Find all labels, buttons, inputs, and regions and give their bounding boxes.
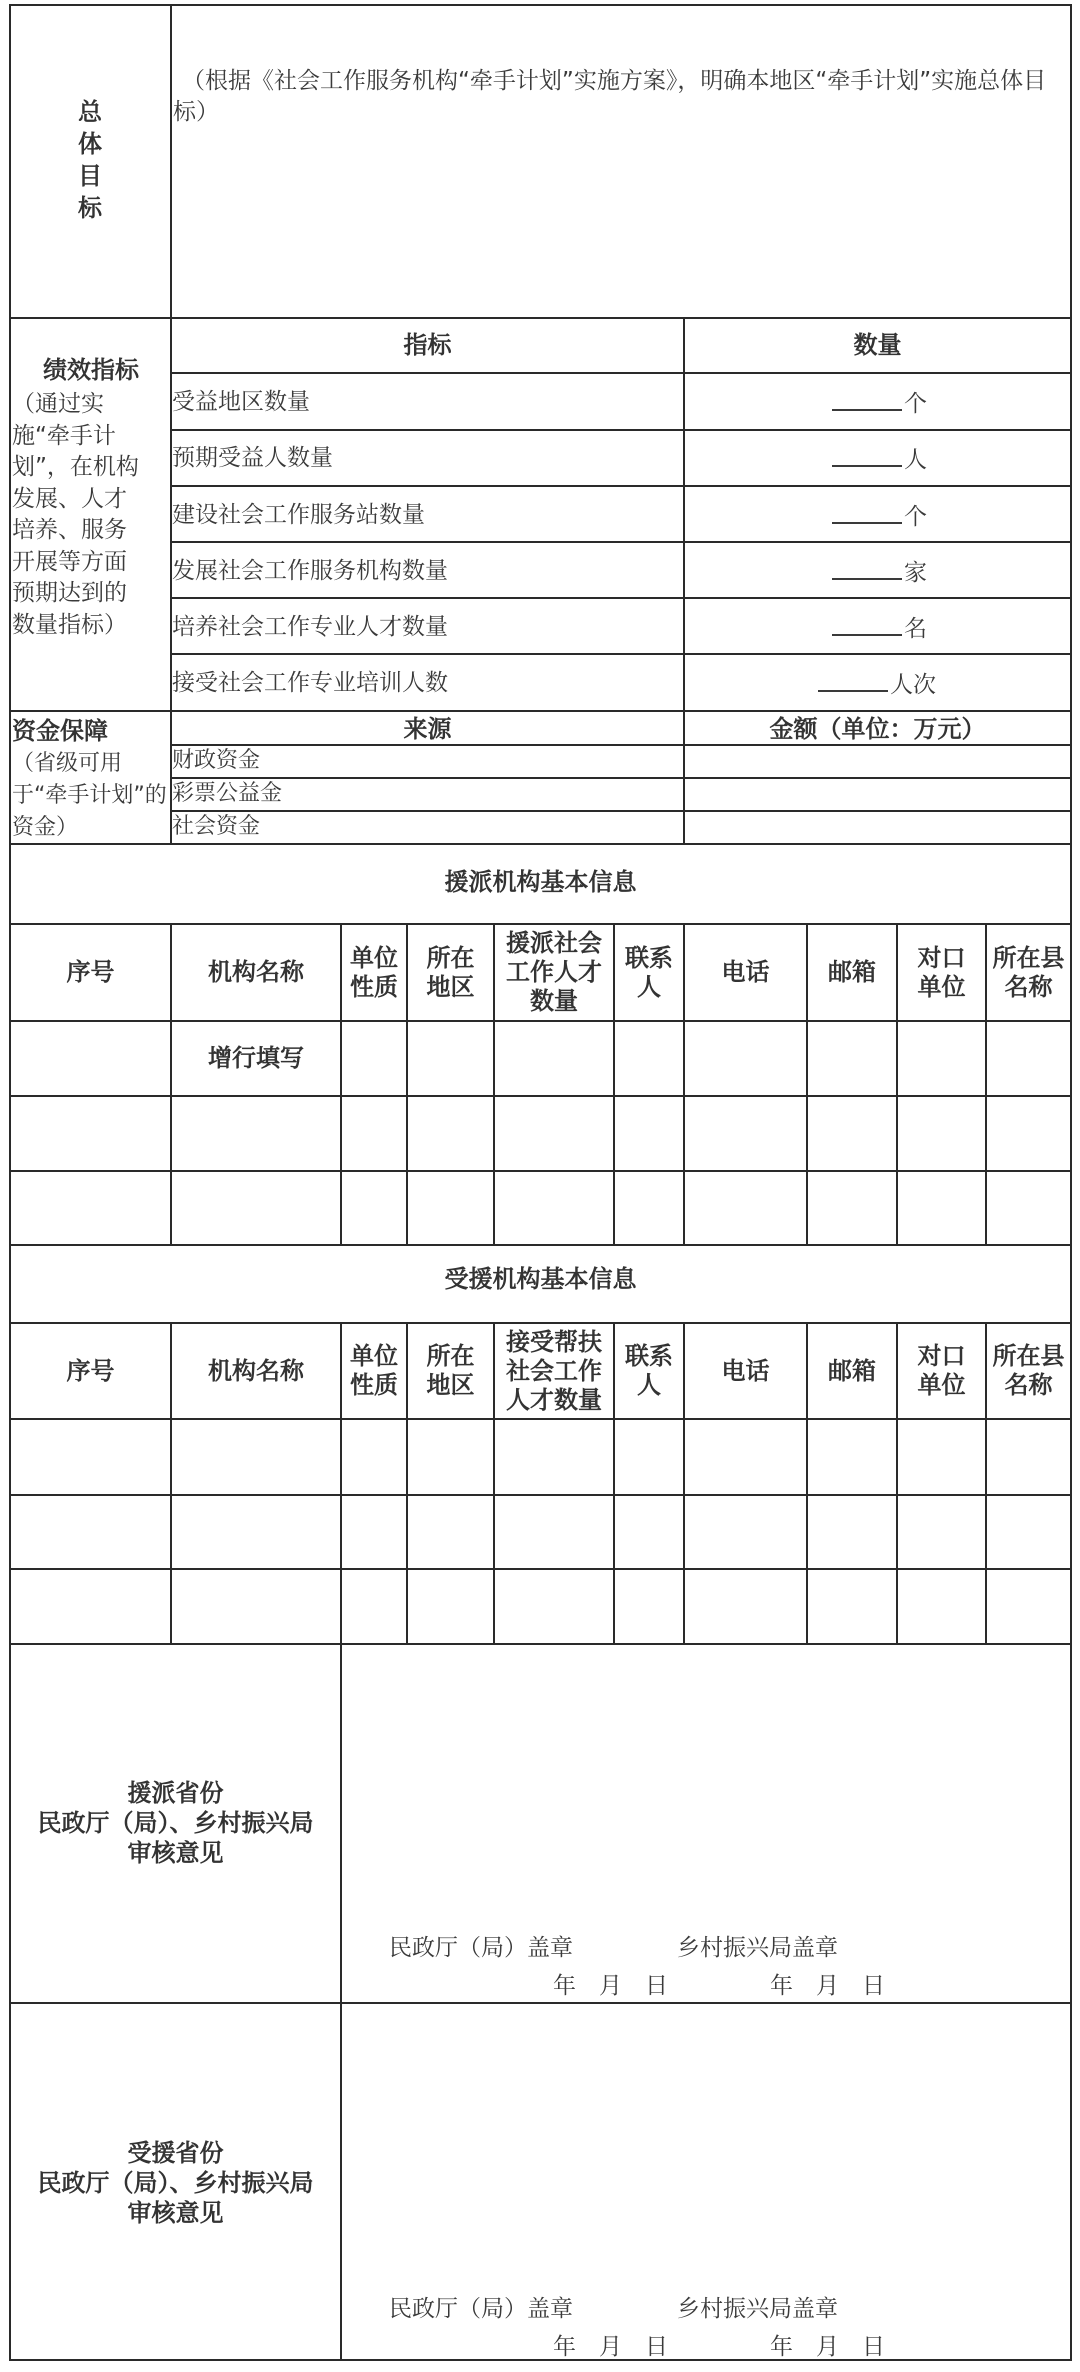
receiving-title: 受援机构基本信息 (444, 1265, 637, 1293)
col-header-org-name: 机构名称 (208, 958, 304, 986)
col-header-phone: 电话 (721, 1356, 770, 1385)
header-indicator: 指标 (403, 331, 452, 359)
indicator-row: 预期受益人数量 (172, 445, 333, 471)
header-source: 来源 (403, 715, 452, 743)
row-divider (9, 1095, 1072, 1097)
col-header-unit-type: 单位性质 (350, 943, 398, 1001)
row-divider (9, 843, 1072, 845)
row-divider (171, 597, 1072, 599)
funding-source: 财政资金 (172, 748, 261, 773)
quantity-field[interactable] (832, 443, 927, 475)
col-header-unit-type: 单位性质 (350, 1342, 398, 1399)
row-divider (171, 485, 1072, 487)
col-header-partner-unit: 对口单位 (917, 943, 966, 1001)
table-border (1070, 4, 1072, 2361)
col-header-county: 所在县名称 (992, 1342, 1065, 1399)
overall-goal-label: 总 体 目 标 (78, 98, 102, 222)
date-civil-affairs: 年 月 日 (553, 2334, 668, 2360)
quantity-field[interactable] (818, 668, 936, 700)
stamp-civil-affairs: 民政厅（局）盖章 (389, 1935, 573, 1961)
column-divider (683, 317, 685, 845)
indicator-row: 接受社会工作专业培训人数 (172, 670, 448, 696)
row-divider (171, 810, 1072, 812)
row-divider (9, 1568, 1072, 1570)
unit-label: 个 (904, 391, 927, 417)
row-divider (171, 372, 1072, 374)
col-header-index: 序号 (66, 958, 115, 986)
row-divider (9, 1643, 1072, 1645)
funding-source: 彩票公益金 (172, 781, 283, 806)
unit-label: 个 (904, 504, 927, 530)
date-rural-revitalization: 年 月 日 (770, 1973, 885, 1999)
funding-source: 社会资金 (172, 814, 261, 839)
indicator-row: 受益地区数量 (172, 389, 310, 415)
performance-note: （通过实施“牵手计划”，在机构发展、人才培养、服务开展等方面预期达到的数量指标） (12, 391, 139, 638)
row-divider (9, 710, 1072, 712)
unit-label: 人次 (890, 672, 936, 698)
quantity-field[interactable] (832, 612, 927, 644)
table-border (9, 4, 11, 2361)
quantity-field[interactable] (832, 500, 927, 532)
unit-label: 人 (904, 447, 927, 473)
col-header-region: 所在地区 (426, 1342, 475, 1399)
col-header-contact: 联系人 (625, 1342, 673, 1399)
funding-note: （省级可用于“牵手计划”的资金） (12, 751, 167, 840)
col-header-talent-count: 接受帮扶社会工作人才数量 (506, 1327, 602, 1414)
row-divider (171, 653, 1072, 655)
add-row-hint[interactable]: 增行填写 (208, 1044, 304, 1072)
row-divider (9, 1418, 1072, 1420)
col-header-talent-count: 援派社会工作人才数量 (506, 929, 602, 1015)
date-civil-affairs: 年 月 日 (553, 1973, 668, 1999)
col-header-region: 所在地区 (426, 943, 475, 1001)
row-divider (9, 1244, 1072, 1246)
indicator-row: 培养社会工作专业人才数量 (172, 614, 448, 640)
row-divider (171, 429, 1072, 431)
col-header-partner-unit: 对口单位 (917, 1342, 966, 1399)
header-amount: 金额（单位：万元） (769, 715, 986, 743)
row-divider (171, 777, 1072, 779)
sending-title: 援派机构基本信息 (444, 868, 637, 896)
row-divider (9, 1170, 1072, 1172)
col-header-county: 所在县名称 (992, 943, 1065, 1001)
indicator-row: 发展社会工作服务机构数量 (172, 558, 448, 584)
row-divider (171, 541, 1072, 543)
unit-label: 名 (904, 616, 927, 642)
quantity-field[interactable] (832, 387, 927, 419)
table-border (9, 4, 1072, 6)
table-border (9, 2359, 1072, 2361)
funding-label: 资金保障 (12, 717, 108, 745)
date-rural-revitalization: 年 月 日 (770, 2334, 885, 2360)
col-header-email: 邮箱 (828, 958, 876, 986)
overall-goal-text: （根据《社会工作服务机构“牵手计划”实施方案》，明确本地区“牵手计划”实施总体目标） (173, 68, 1047, 125)
col-header-phone: 电话 (721, 958, 770, 986)
row-divider (9, 317, 1072, 319)
unit-label: 家 (904, 560, 927, 586)
row-divider (9, 1494, 1072, 1496)
column-divider (340, 1643, 342, 2361)
quantity-field[interactable] (832, 556, 927, 588)
row-divider (9, 2002, 1072, 2004)
col-header-email: 邮箱 (828, 1356, 876, 1385)
stamp-rural-revitalization: 乡村振兴局盖章 (677, 1935, 838, 1961)
row-divider (9, 1020, 1072, 1022)
col-header-contact: 联系人 (625, 943, 673, 1001)
col-header-org-name: 机构名称 (208, 1356, 304, 1385)
header-quantity: 数量 (853, 331, 902, 359)
indicator-row: 建设社会工作服务站数量 (172, 502, 425, 528)
stamp-civil-affairs: 民政厅（局）盖章 (389, 2296, 573, 2322)
review-receiving-label: 受援省份 民政厅（局）、乡村振兴局 审核意见 (37, 2139, 314, 2227)
col-header-index: 序号 (66, 1356, 115, 1385)
performance-label: 绩效指标 (43, 356, 139, 384)
review-sending-label: 援派省份 民政厅（局）、乡村振兴局 审核意见 (37, 1779, 314, 1867)
stamp-rural-revitalization: 乡村振兴局盖章 (677, 2296, 838, 2322)
row-divider (171, 744, 1072, 746)
